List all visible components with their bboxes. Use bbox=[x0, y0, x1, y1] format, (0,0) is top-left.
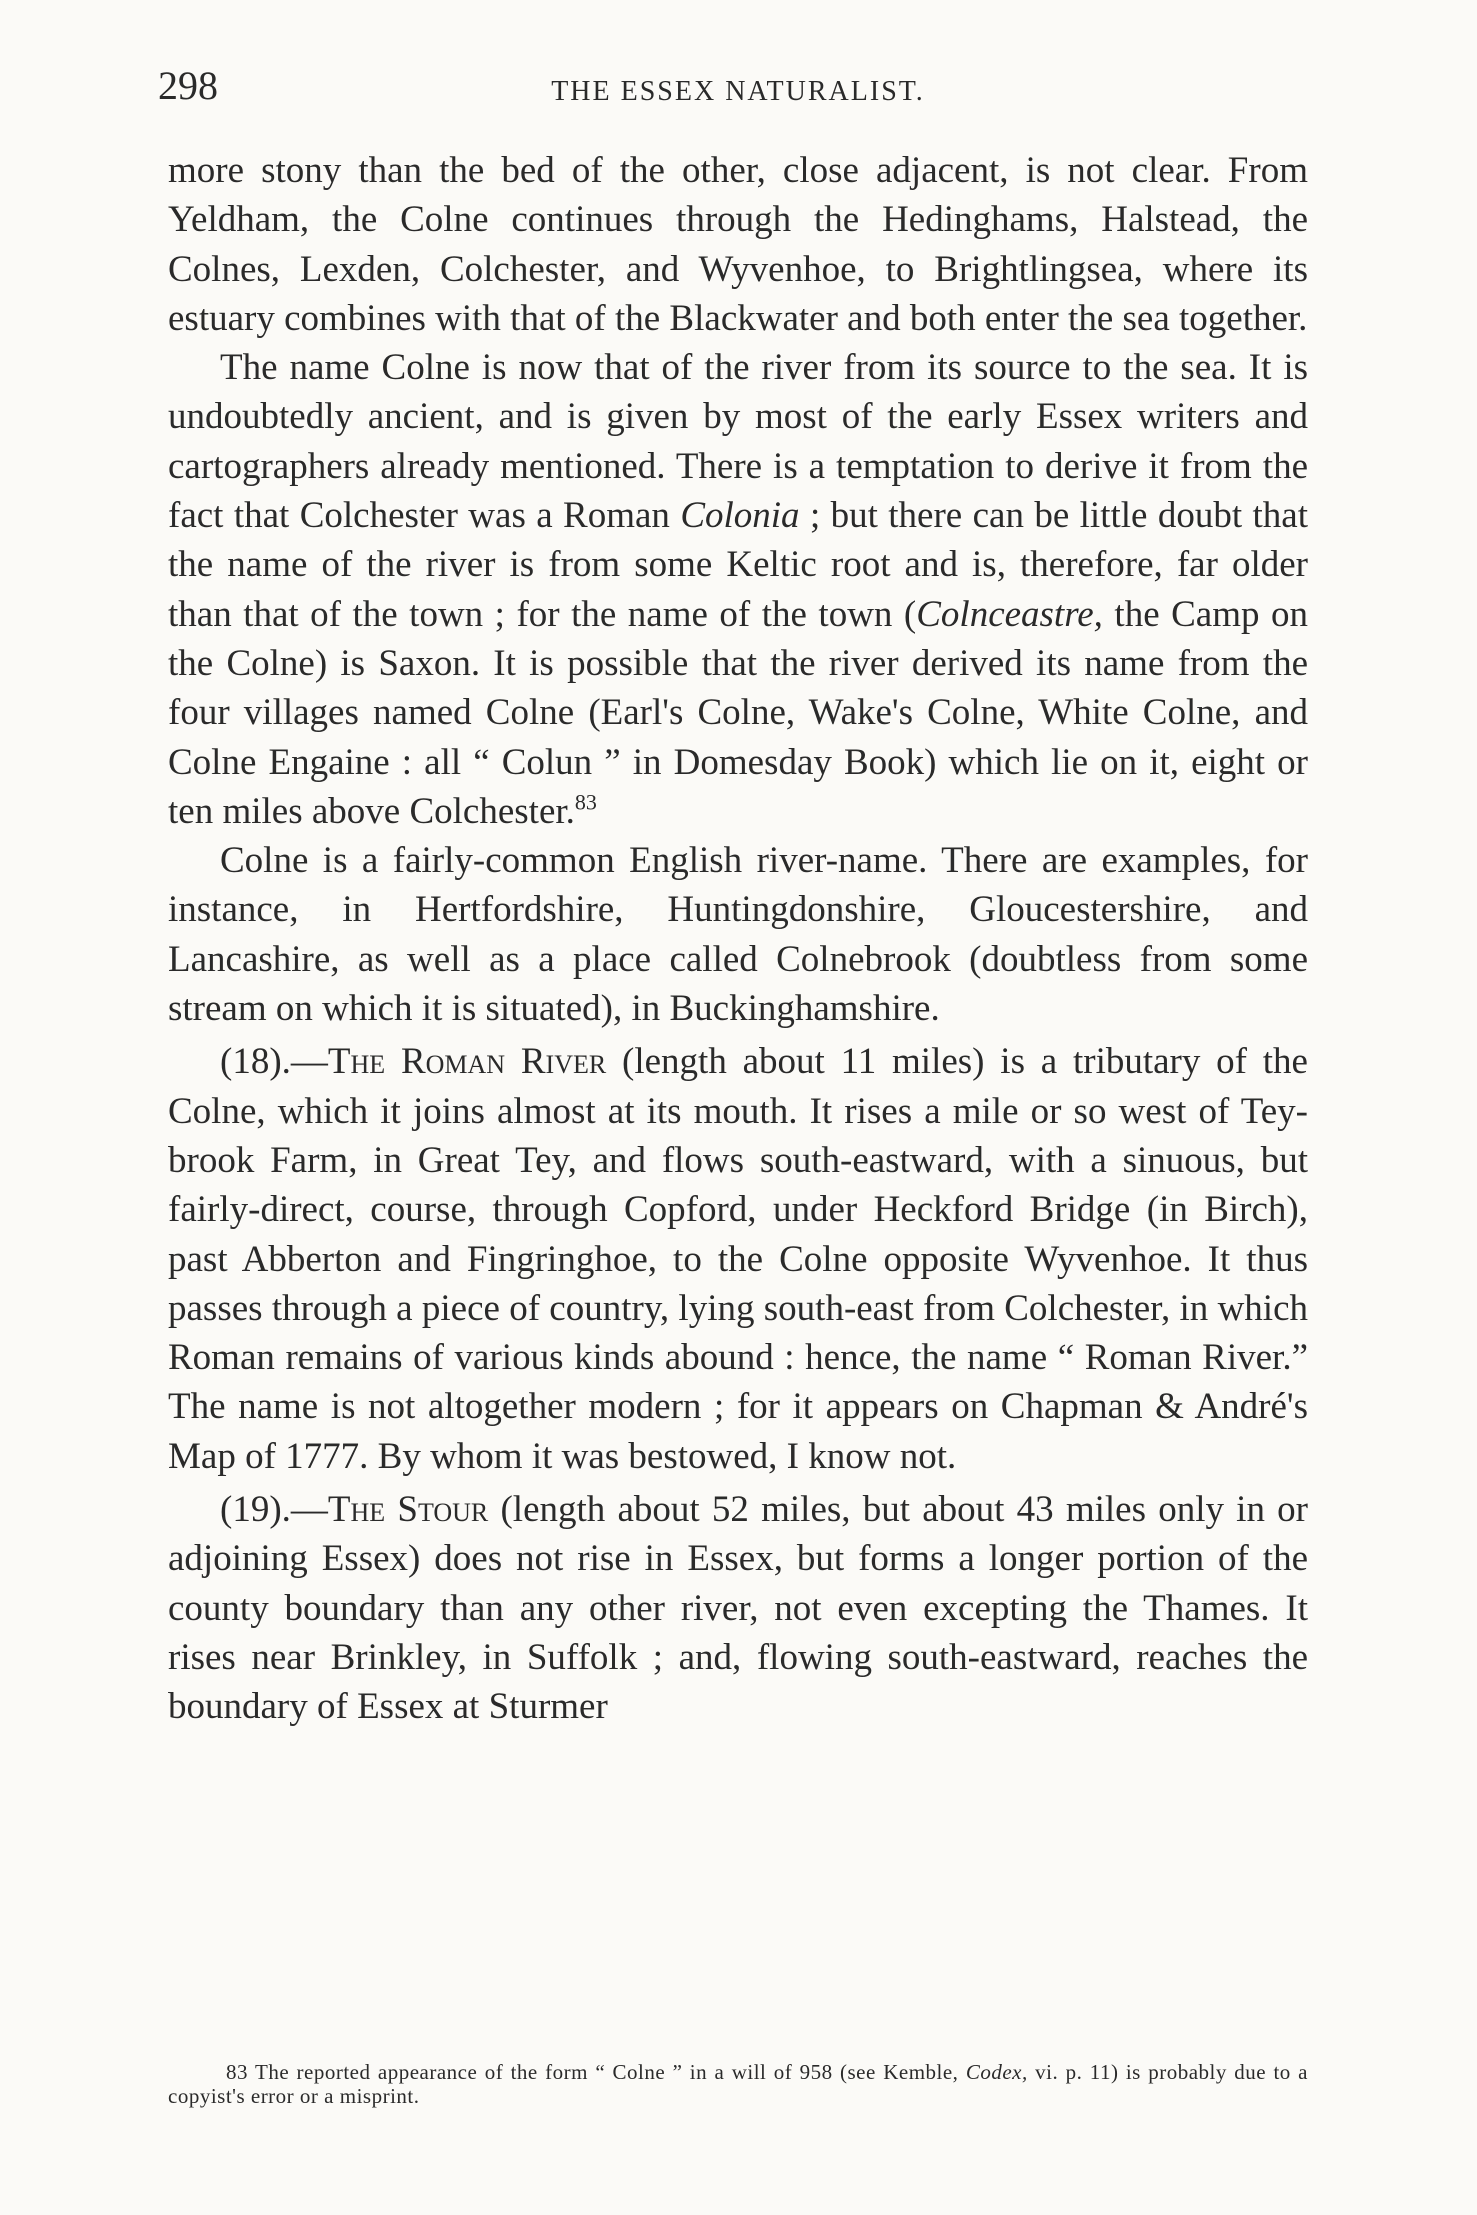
footnote-83 bbox=[168, 2060, 1308, 2108]
footnote-text-a: 83 The reported appearance of the form “ Colne ” in a will of 958 (see Kemble, bbox=[226, 2060, 966, 2084]
paragraph-2-text-a: The name Colne is now that of the river from its source to the sea. It is undoubtedly ancient, and is given by most of the early Essex writers and cartographers already mentioned. There is a temptation to derive it from the fact that Colchester was a Roman bbox=[168, 347, 1308, 537]
paragraph-4 bbox=[168, 1037, 1308, 1481]
paragraph-3: Colne is a fairly-common English river-name. There are examples, for instance, in Hertfordshire, Huntingdonshire, Gloucestershire, and Lancashire, as well as a place called Colnebrook (doubtless from some stream on which it is situated), in Buckinghamshire. bbox=[168, 840, 1308, 1030]
footnote-reference: 83 bbox=[574, 789, 597, 815]
section-title-stour: The Stour bbox=[327, 1489, 489, 1531]
paragraph-2-italic-colnceastre: Colnceastre, bbox=[916, 593, 1103, 635]
footnotes bbox=[168, 2060, 1308, 2108]
section-title-roman-river: The Roman River bbox=[327, 1041, 607, 1083]
section-number-18: (18).— bbox=[220, 1041, 328, 1083]
page-number: 298 bbox=[158, 63, 218, 108]
page-header bbox=[158, 62, 1318, 122]
paragraph-5 bbox=[168, 1485, 1308, 1731]
paragraph-2 bbox=[168, 343, 1308, 836]
running-title: THE ESSEX NATURALIST. bbox=[551, 76, 925, 107]
footnote-italic-codex: Codex, bbox=[965, 2060, 1028, 2084]
paragraph-2-italic-colonia: Colonia bbox=[680, 495, 800, 537]
body-text bbox=[168, 146, 1308, 1732]
paragraph-2-text-c: ; but there can be little doubt that the name of the river is from some Keltic root and is, therefore, far older than that of the town ; for the name of the town ( bbox=[168, 495, 1308, 635]
footnote-text-c: vi. p. 11) is probably due to a copyist's error or a misprint. bbox=[168, 2060, 1308, 2108]
section-number-19: (19).— bbox=[220, 1489, 328, 1531]
paragraph-2-text-e: the Camp on the Colne) is Saxon. It is possible that the river derived its name from the four villages named Colne (Earl's Colne, Wake's Colne, White Colne, and Colne Engaine : all “ Colun ” in Domesday Book) which lie on it, eight or ten miles above Colchester. bbox=[168, 593, 1308, 832]
paragraph-1: more stony than the bed of the other, close adjacent, is not clear. From Yeldham, the Colne continues through the Hedinghams, Halstead, the Colnes, Lexden, Colchester, and Wyvenhoe, to Brightlingsea, where its estuary combines with that of the Blackwater and both enter the sea together. bbox=[168, 150, 1308, 339]
paragraph-4-text: (length about 11 miles) is a tributary of the Colne, which it joins almost at its mouth. It rises a mile or so west of Tey-brook Farm, in Great Tey, and flows south-eastward, with a sinuous, but fairly-direct, course, through Copford, under Heckford Bridge (in Birch), past Abberton and Fingringhoe, to the Colne opposite Wyvenhoe. It thus passes through a piece of country, lying south-east from Colchester, in which Roman remains of various kinds abound : hence, the name “ Roman River.” The name is not altogether modern ; for it appears on Chapman & André's Map of 1777. By whom it was bestowed, I know not. bbox=[168, 1041, 1308, 1477]
paragraph-5-text: (length about 52 miles, but about 43 miles only in or adjoining Essex) does not rise in Essex, but forms a longer portion of the county boundary than any other river, not even excepting the Thames. It rises near Brinkley, in Suffolk ; and, flowing south-eastward, reaches the boundary of Essex at Sturmer bbox=[168, 1489, 1308, 1728]
